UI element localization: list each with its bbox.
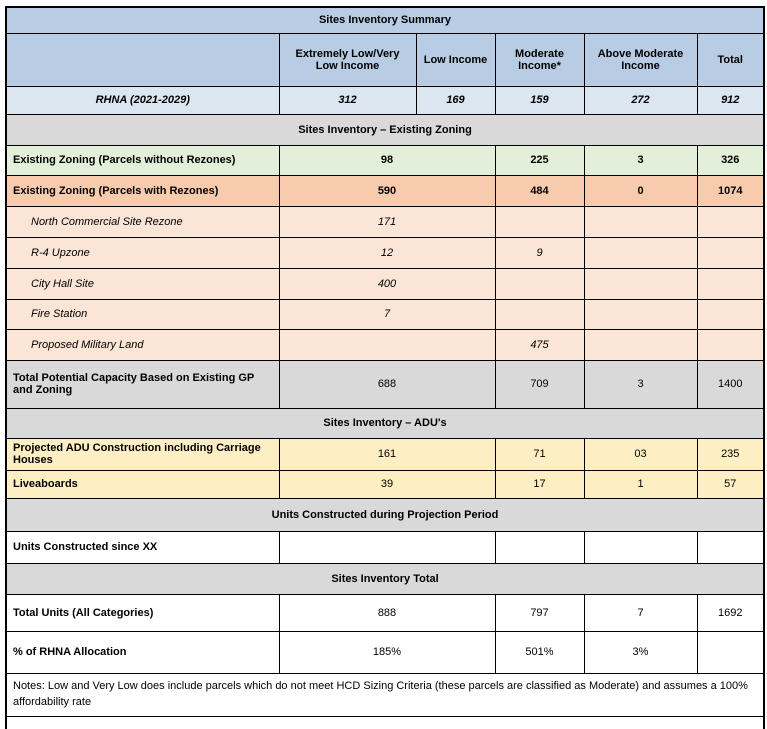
row-r4-upzone-value-above-moderate [584, 237, 697, 268]
row-with-rezones-value-total: 1074 [697, 175, 764, 206]
row-with-rezones-value-above-moderate: 0 [584, 175, 697, 206]
row-projected-adu-value-moderate: 71 [495, 438, 584, 470]
table-row [6, 716, 764, 729]
table-row [6, 360, 764, 408]
table-row [6, 438, 764, 470]
row-liveaboards-label: Liveaboards [6, 470, 279, 498]
row-pct-rhna-value-moderate: 501% [495, 631, 584, 673]
row-military-land-value-above-moderate [584, 329, 697, 360]
row-without-rezones-value-moderate: 225 [495, 145, 584, 175]
row-r4-upzone-value-low: 12 [279, 237, 495, 268]
table-row [6, 114, 764, 145]
row-with-rezones-value-moderate: 484 [495, 175, 584, 206]
rhna-value-extremely-low: 312 [279, 86, 416, 114]
table-notes: Notes: Low and Very Low does include parcels which do not meet HCD Sizing Criteria (these parcels are classified as Moderate) and assumes a 100% affordability rate [6, 673, 764, 716]
table-row [6, 7, 764, 33]
row-city-hall-value-above-moderate [584, 268, 697, 299]
row-liveaboards-value-low: 39 [279, 470, 495, 498]
row-with-rezones-value-low: 590 [279, 175, 495, 206]
table-row [6, 531, 764, 563]
table-row [6, 631, 764, 673]
row-projected-adu-value-above-moderate: 03 [584, 438, 697, 470]
table-row [6, 498, 764, 531]
row-projected-adu-label: Projected ADU Construction including Carriage Houses [6, 438, 279, 470]
row-fire-station-value-low: 7 [279, 299, 495, 329]
row-r4-upzone-value-total [697, 237, 764, 268]
column-header-low: Low Income [416, 33, 495, 86]
row-pct-rhna-value-total [697, 631, 764, 673]
column-header-extremely-low: Extremely Low/Very Low Income [279, 33, 416, 86]
row-north-commercial-value-moderate [495, 206, 584, 237]
row-north-commercial-label: North Commercial Site Rezone [6, 206, 279, 237]
row-total-capacity-value-low: 688 [279, 360, 495, 408]
column-header-total: Total [697, 33, 764, 86]
rhna-value-total: 912 [697, 86, 764, 114]
row-units-since-xx-value-moderate [495, 531, 584, 563]
row-military-land-value-total [697, 329, 764, 360]
row-pct-rhna-value-low: 185% [279, 631, 495, 673]
table-row [6, 594, 764, 631]
row-units-since-xx-value-total [697, 531, 764, 563]
row-military-land-value-moderate: 475 [495, 329, 584, 360]
row-liveaboards-value-total: 57 [697, 470, 764, 498]
section-header-inventory-total: Sites Inventory Total [6, 563, 764, 594]
row-military-land-value-low [279, 329, 495, 360]
row-with-rezones-label: Existing Zoning (Parcels with Rezones) [6, 175, 279, 206]
rhna-value-moderate: 159 [495, 86, 584, 114]
rhna-row-label: RHNA (2021-2029) [6, 86, 279, 114]
row-liveaboards-value-above-moderate: 1 [584, 470, 697, 498]
empty-row [6, 716, 764, 729]
row-r4-upzone-label: R-4 Upzone [6, 237, 279, 268]
row-total-capacity-value-total: 1400 [697, 360, 764, 408]
row-total-units-label: Total Units (All Categories) [6, 594, 279, 631]
row-total-units-value-low: 888 [279, 594, 495, 631]
table-title: Sites Inventory Summary [6, 7, 764, 33]
row-fire-station-label: Fire Station [6, 299, 279, 329]
row-without-rezones-label: Existing Zoning (Parcels without Rezones) [6, 145, 279, 175]
table-row [6, 329, 764, 360]
row-pct-rhna-label: % of RHNA Allocation [6, 631, 279, 673]
row-projected-adu-value-total: 235 [697, 438, 764, 470]
table-row [6, 408, 764, 438]
row-military-land-label: Proposed Military Land [6, 329, 279, 360]
row-north-commercial-value-total [697, 206, 764, 237]
column-header-moderate: Moderate Income* [495, 33, 584, 86]
row-total-capacity-value-moderate: 709 [495, 360, 584, 408]
table-row [6, 299, 764, 329]
row-fire-station-value-total [697, 299, 764, 329]
table-row [6, 470, 764, 498]
row-units-since-xx-value-above-moderate [584, 531, 697, 563]
rhna-value-low: 169 [416, 86, 495, 114]
table-row [6, 563, 764, 594]
row-units-since-xx-label: Units Constructed since XX [6, 531, 279, 563]
row-total-units-value-total: 1692 [697, 594, 764, 631]
row-total-capacity-label: Total Potential Capacity Based on Existing GP and Zoning [6, 360, 279, 408]
row-fire-station-value-above-moderate [584, 299, 697, 329]
row-liveaboards-value-moderate: 17 [495, 470, 584, 498]
section-header-existing-zoning: Sites Inventory – Existing Zoning [6, 114, 764, 145]
row-city-hall-value-total [697, 268, 764, 299]
table-row [6, 673, 764, 716]
row-north-commercial-value-above-moderate [584, 206, 697, 237]
table-row [6, 237, 764, 268]
section-header-units-constructed: Units Constructed during Projection Period [6, 498, 764, 531]
row-without-rezones-value-low: 98 [279, 145, 495, 175]
row-city-hall-label: City Hall Site [6, 268, 279, 299]
rhna-value-above-moderate: 272 [584, 86, 697, 114]
table-row [6, 175, 764, 206]
row-units-since-xx-value-low [279, 531, 495, 563]
row-city-hall-value-moderate [495, 268, 584, 299]
table-row [6, 145, 764, 175]
row-pct-rhna-value-above-moderate: 3% [584, 631, 697, 673]
column-header-above-moderate: Above Moderate Income [584, 33, 697, 86]
sites-inventory-table [5, 6, 765, 729]
row-fire-station-value-moderate [495, 299, 584, 329]
row-without-rezones-value-total: 326 [697, 145, 764, 175]
section-header-adu: Sites Inventory – ADU's [6, 408, 764, 438]
table-row [6, 268, 764, 299]
row-total-units-value-moderate: 797 [495, 594, 584, 631]
row-r4-upzone-value-moderate: 9 [495, 237, 584, 268]
table-row [6, 33, 764, 86]
table-row [6, 206, 764, 237]
row-projected-adu-value-low: 161 [279, 438, 495, 470]
row-without-rezones-value-above-moderate: 3 [584, 145, 697, 175]
row-north-commercial-value-low: 171 [279, 206, 495, 237]
column-header-blank [6, 33, 279, 86]
table-row [6, 86, 764, 114]
row-city-hall-value-low: 400 [279, 268, 495, 299]
row-total-units-value-above-moderate: 7 [584, 594, 697, 631]
row-total-capacity-value-above-moderate: 3 [584, 360, 697, 408]
